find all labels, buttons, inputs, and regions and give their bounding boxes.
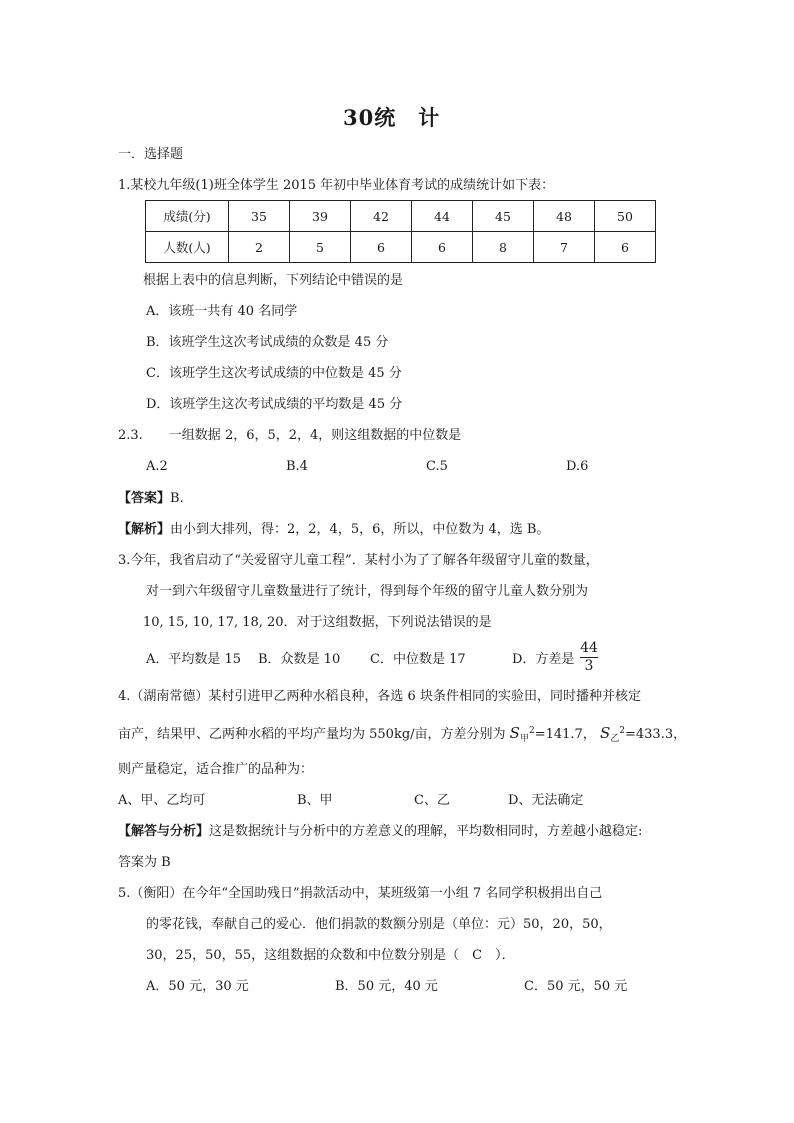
table-cell: 44: [412, 201, 473, 232]
table-header-cell: 人数(人): [146, 232, 229, 263]
table-cell: 2: [229, 232, 290, 263]
page-title: 30统 计: [343, 105, 441, 130]
table-cell: 42: [351, 201, 412, 232]
table-cell: 6: [351, 232, 412, 263]
score-table: [145, 200, 656, 263]
variance-symbol: S: [599, 724, 611, 742]
q2-analysis: [118, 523, 549, 536]
q3-option-c: C．中位数是 17: [370, 652, 466, 667]
q4-analysis: [118, 825, 642, 838]
q5-line-1: 5.（衡阳）在今年“全国助残日”捐款活动中，某班级第一小组 7 名同学积极捐出自己: [118, 886, 603, 901]
q5-line-2: 的零花钱，奉献自己的爱心．他们捐款的数额分别是（单位：元）50，20，50，: [146, 917, 612, 932]
q2-option-c: C.5: [426, 459, 448, 474]
section-heading: 一．选择题: [118, 147, 184, 162]
q1-option-d: D．该班学生这次考试成绩的平均数是 45 分: [146, 397, 403, 412]
table-cell: 50: [595, 201, 656, 232]
superscript-2: 2: [619, 726, 625, 736]
answer-tag: 【答案】: [118, 491, 171, 506]
variance-symbol: S: [509, 724, 520, 742]
q3-option-a: A．平均数是 15: [146, 652, 242, 667]
table-row: [146, 201, 656, 232]
q5-line-3: 30，25，50，55，这组数据的众数和中位数分别是（ C ）．: [146, 948, 515, 963]
q2-option-b: B.4: [286, 459, 308, 474]
variance-fraction: [580, 640, 598, 675]
table-cell: 8: [473, 232, 534, 263]
answer-text: B.: [170, 491, 184, 506]
table-cell: 7: [534, 232, 595, 263]
q4-line-1: 4.（湖南常德）某村引进甲乙两种水稻良种，各选 6 块条件相同的实验田，同时播种并核定: [118, 689, 641, 704]
q1-option-a: A．该班一共有 40 名同学: [146, 304, 298, 319]
q1-option-c: C．该班学生这次考试成绩的中位数是 45 分: [146, 366, 402, 381]
analysis-text: 这是数据统计与分析中的方差意义的理解，平均数相同时，方差越小越稳定:: [209, 824, 643, 839]
fraction-numerator: 44: [580, 640, 598, 656]
q1-prompt: 根据上表中的信息判断，下列结论中错误的是: [143, 273, 404, 288]
table-cell: 35: [229, 201, 290, 232]
q4-option-a: A、甲、乙均可: [118, 793, 206, 808]
table-row: [146, 232, 656, 263]
q4-line-2-text: 亩产，结果甲、乙两种水稻的平均产量均为 550kg/亩，方差分别为: [118, 727, 510, 742]
table-cell: 39: [290, 201, 351, 232]
analysis-tag: 【解答与分析】: [118, 824, 210, 839]
q3-line-3: 10, 15, 10, 17, 18, 20．对于这组数据，下列说法错误的是: [143, 615, 492, 630]
table-cell: 5: [290, 232, 351, 263]
q3-option-b: B．众数是 10: [258, 652, 341, 667]
q4-option-d: D、无法确定: [508, 793, 584, 808]
table-cell: 45: [473, 201, 534, 232]
q5-option-b: B．50 元，40 元: [335, 979, 438, 994]
table-cell: 6: [595, 232, 656, 263]
q4-line-2: [118, 726, 686, 744]
q4-answer: 答案为 B: [118, 855, 171, 870]
q3-line-2: 对一到六年级留守儿童数量进行了统计，得到每个年级的留守儿童人数分别为: [146, 584, 589, 599]
subscript-yi: 乙: [610, 734, 620, 744]
q2-stem: 2.3. 一组数据 2，6，5，2，4，则这组数据的中位数是: [118, 428, 462, 443]
variance-jia-value: =141.7，: [534, 727, 596, 742]
q2-option-a: A.2: [146, 459, 168, 474]
table-cell: 48: [534, 201, 595, 232]
table-header-cell: 成绩(分): [146, 201, 229, 232]
q3-option-d: D．方差是: [512, 652, 575, 667]
q4-option-c: C、乙: [414, 793, 450, 808]
q2-answer: [118, 492, 184, 505]
q2-option-d: D.6: [566, 459, 589, 474]
q5-option-a: A．50 元，30 元: [146, 979, 249, 994]
q5-option-c: C．50 元，50 元: [524, 979, 628, 994]
q4-option-b: B、甲: [297, 793, 333, 808]
q1-option-b: B．该班学生这次考试成绩的众数是 45 分: [146, 335, 389, 350]
superscript-2: 2: [528, 726, 535, 736]
analysis-text: 由小到大排列，得：2，2，4，5，6，所以，中位数为 4，选 B。: [170, 522, 550, 537]
q3-line-1: 3.今年，我省启动了“关爱留守儿童工程”．某村小为了了解各年级留守儿童的数量，: [118, 553, 599, 568]
table-cell: 6: [412, 232, 473, 263]
q1-stem: 1.某校九年级(1)班全体学生 2015 年初中毕业体育考试的成绩统计如下表：: [118, 178, 555, 193]
analysis-tag: 【解析】: [118, 522, 171, 537]
subscript-jia: 甲: [519, 734, 529, 744]
fraction-denominator: 3: [584, 658, 594, 674]
variance-yi-value: =433.3，: [624, 727, 687, 742]
q4-line-3: 则产量稳定，适合推广的品种为：: [118, 762, 314, 777]
